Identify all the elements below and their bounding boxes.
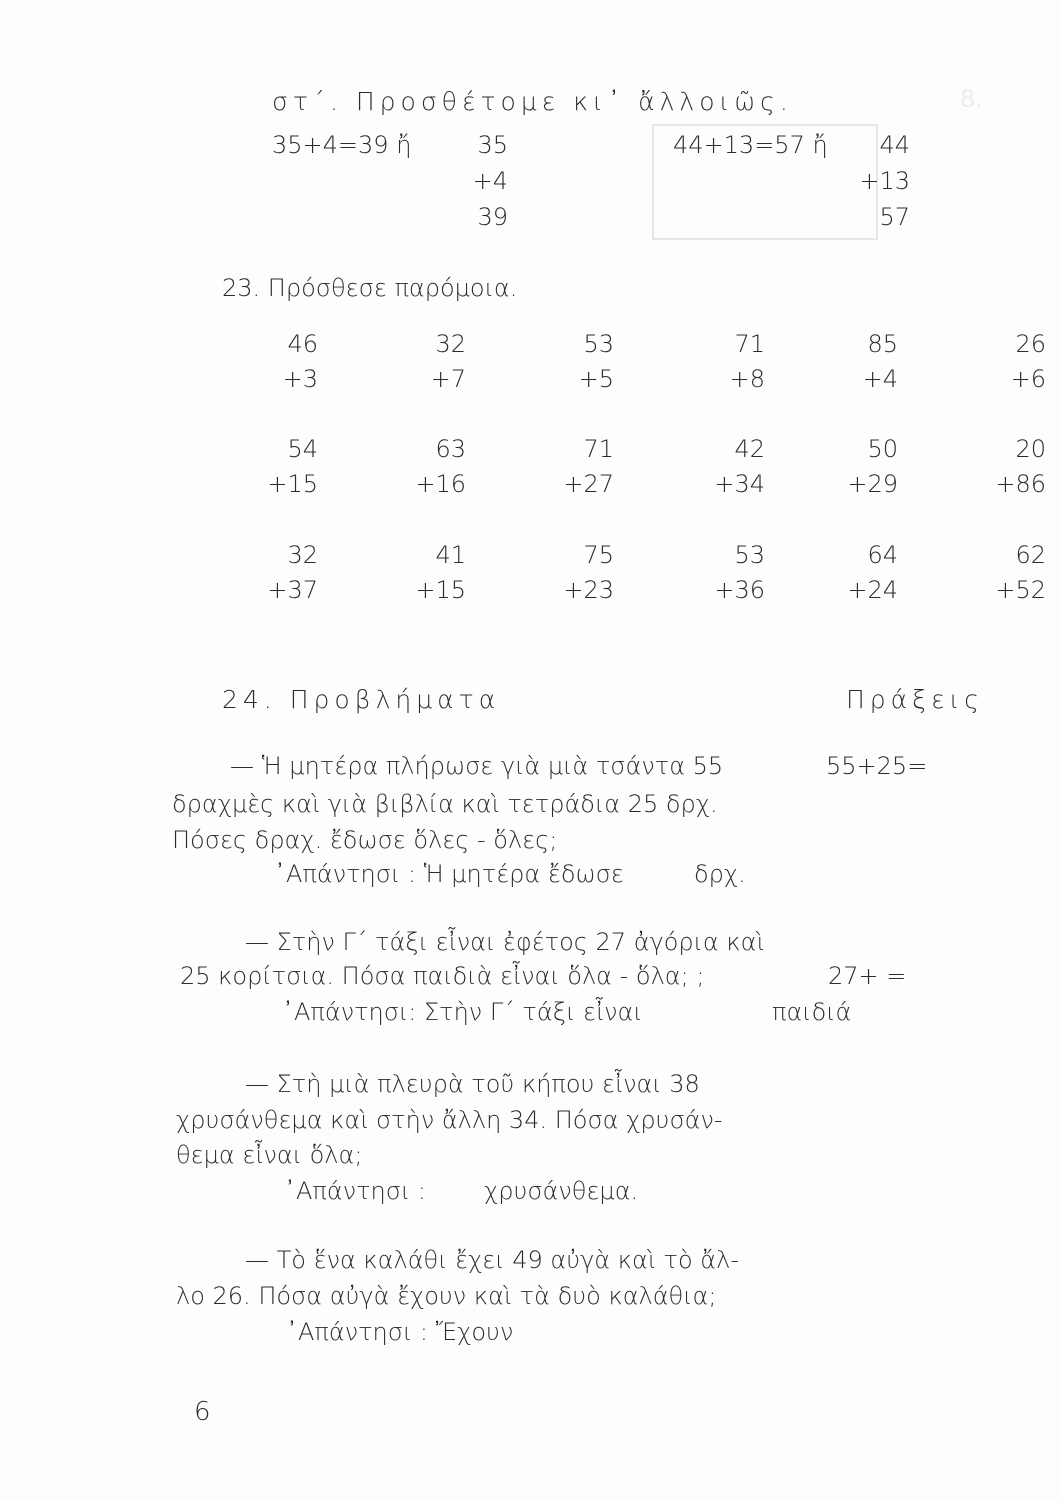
ex23-r1c5-addend: +4 (862, 365, 898, 393)
ex23-r3c6-top: 62 (1015, 541, 1046, 569)
problem4-line1: — Τὸ ἕνα καλάθι ἔχει 49 αὐγὰ καὶ τὸ ἄλ- (245, 1246, 739, 1274)
ex23-r1c4-addend: +8 (729, 365, 765, 393)
ex23-r3c5-addend: +24 (847, 576, 898, 604)
exercise23-title: 23. Πρόσθεσε παρόμοια. (222, 274, 518, 302)
problem1-answer: ᾽Απάντησι : Ἡ μητέρα ἔδωσε (274, 860, 624, 888)
exercise24-title: 24. Προβλήματα (222, 685, 501, 714)
operations-header: Πράξεις (846, 685, 984, 714)
ex23-r1c6-addend: +6 (1010, 365, 1046, 393)
ex23-r1c6-top: 26 (1015, 330, 1046, 358)
page-number: 6 (194, 1397, 211, 1427)
ex23-r2c2-addend: +16 (415, 470, 466, 498)
problem1-line2: δραχμὲς καὶ γιὰ βιβλία καὶ τετράδια 25 δρχ. (172, 790, 718, 818)
ex23-r3c4-addend: +36 (714, 576, 765, 604)
ex23-r1c5-top: 85 (867, 330, 898, 358)
ex23-r3c1-addend: +37 (267, 576, 318, 604)
problem4-answer: ᾽Απάντησι : Ἔχουν (286, 1318, 514, 1346)
ex23-r2c4-addend: +34 (714, 470, 765, 498)
ex23-r1c2-addend: +7 (430, 365, 466, 393)
example1-inline: 35+4=39 ἤ (272, 131, 412, 159)
ex23-r3c5-top: 64 (867, 541, 898, 569)
problem3-line1: — Στὴ μιὰ πλευρὰ τοῦ κήπου εἶναι 38 (245, 1070, 700, 1098)
ex23-r3c2-top: 41 (435, 541, 466, 569)
example1-column-addend: +4 (472, 167, 508, 195)
example1-column-sum: 39 (477, 203, 508, 231)
ex23-r1c1-addend: +3 (282, 365, 318, 393)
ex23-r3c4-top: 53 (734, 541, 765, 569)
problem1-line1: — Ἡ μητέρα πλήρωσε γιὰ μιὰ τσάντα 55 (230, 752, 724, 780)
ex23-r2c3-top: 71 (583, 435, 614, 463)
ex23-r2c2-top: 63 (435, 435, 466, 463)
problem2-line2: 25 κορίτσια. Πόσα παιδιὰ εἶναι ὅλα - ὅλα; ; (180, 962, 705, 990)
problem4-line2: λο 26. Πόσα αὐγὰ ἔχουν καὶ τὰ δυὸ καλάθια; (176, 1282, 717, 1310)
example2-inline: 44+13=57 ἤ (673, 131, 828, 159)
ex23-r1c3-top: 53 (583, 330, 614, 358)
section-title: στ΄. Προσθέτομε κι᾽ ἄλλοιῶς. (272, 87, 793, 116)
ex23-r2c1-addend: +15 (267, 470, 318, 498)
problem2-answer: ᾽Απάντησι: Στὴν Γ΄ τάξι εἶναι (282, 998, 643, 1026)
ex23-r2c5-top: 50 (867, 435, 898, 463)
problem2-line1: — Στὴν Γ΄ τάξι εἶναι ἐφέτος 27 ἀγόρια καὶ (245, 928, 765, 956)
ex23-r3c1-top: 32 (287, 541, 318, 569)
example1-column-top: 35 (477, 131, 508, 159)
ex23-r3c3-addend: +23 (563, 576, 614, 604)
ex23-r1c2-top: 32 (435, 330, 466, 358)
ex23-r3c2-addend: +15 (415, 576, 466, 604)
ex23-r1c4-top: 71 (734, 330, 765, 358)
problem1-operation: 55+25= (826, 752, 928, 780)
ex23-r1c3-addend: +5 (578, 365, 614, 393)
ex23-r2c6-addend: +86 (995, 470, 1046, 498)
bleed-through-text: 8. (960, 85, 983, 113)
problem1-answer-unit: δρχ. (694, 860, 746, 888)
problem2-operation: 27+ = (828, 962, 907, 990)
ex23-r2c5-addend: +29 (847, 470, 898, 498)
problem3-answer-unit: χρυσάνθεμα. (484, 1177, 639, 1205)
ex23-r2c1-top: 54 (287, 435, 318, 463)
ex23-r2c4-top: 42 (734, 435, 765, 463)
problem1-line3: Πόσες δραχ. ἔδωσε ὅλες - ὅλες; (172, 826, 558, 854)
ex23-r3c3-top: 75 (583, 541, 614, 569)
example2-column-top: 44 (879, 131, 910, 159)
ex23-r1c1-top: 46 (287, 330, 318, 358)
ex23-r2c3-addend: +27 (563, 470, 614, 498)
problem2-answer-unit: παιδιά (772, 998, 852, 1026)
example2-column-sum: 57 (879, 203, 910, 231)
problem3-line2: χρυσάνθεμα καὶ στὴν ἄλλη 34. Πόσα χρυσάν- (176, 1106, 723, 1134)
example2-column-addend: +13 (859, 167, 910, 195)
ex23-r2c6-top: 20 (1015, 435, 1046, 463)
problem3-line3: θεμα εἶναι ὅλα; (176, 1141, 363, 1169)
problem3-answer: ᾽Απάντησι : (284, 1177, 426, 1205)
ex23-r3c6-addend: +52 (995, 576, 1046, 604)
